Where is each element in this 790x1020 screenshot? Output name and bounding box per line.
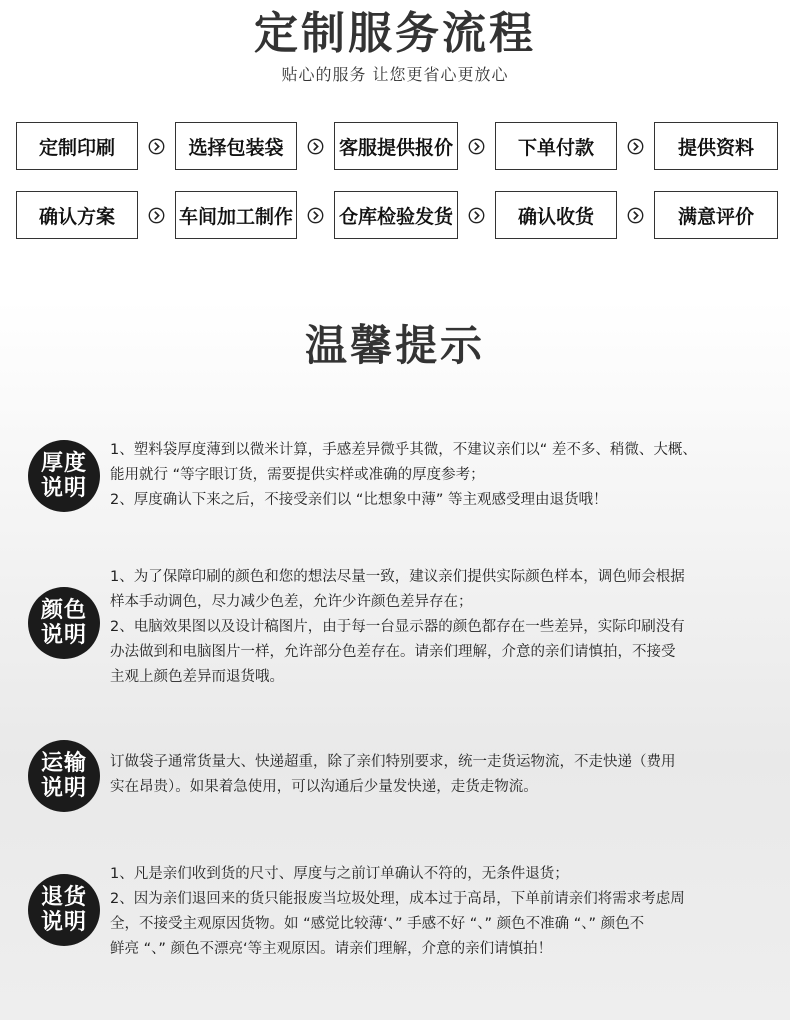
tip-line: 1、凡是亲们收到货的尺寸、厚度与之前订单确认不符的，无条件退货； [110,866,569,882]
tip-line: 能用就行 “等字眼订货，需要提供实样或准确的厚度参考； [110,467,485,483]
circled-arrow-right-icon [458,207,495,224]
step-confirm-plan: 确认方案 [16,191,138,239]
tip-line: 鲜亮 “、” 颜色不漂亮‘等主观原因。请亲们理解，介意的亲们请慎拍！ [110,941,553,957]
tip-line: 办法做到和电脑图片一样，允许部分色差存在。请亲们理解，介意的亲们请慎拍，不接受 [110,644,676,660]
tip-line: 2、厚度确认下来之后，不接受亲们以 “比想象中薄” 等主观感受理由退货哦！ [110,492,608,508]
process-row-2 [16,189,779,241]
badge-line-2: 说明 [40,476,87,501]
badge-shipping [28,740,100,812]
badge-line-1: 颜色 [40,598,87,623]
tip-line: 实在昂贵）。如果着急使用，可以沟通后少量发快递，走货走物流。 [110,779,538,795]
badge-line-1: 退货 [40,885,87,910]
badge-color [28,587,100,659]
step-workshop: 车间加工制作 [175,191,297,239]
step-review: 满意评价 [654,191,778,239]
badge-returns [28,874,100,946]
tip-text [110,438,775,513]
tip-line: 样本手动调色，尽力减少色差，允许少许颜色差异存在； [110,594,473,610]
badge-line-2: 说明 [40,910,87,935]
page-subtitle: 贴心的服务 让您更省心更放心 [281,65,509,84]
tip-line: 主观上颜色差异而退货哦。 [110,669,284,685]
badge-line-1: 运输 [40,751,87,776]
page-title: 定制服务流程 [254,8,536,59]
step-provide-materials: 提供资料 [654,122,778,170]
badge-thickness [28,440,100,512]
tip-line: 2、因为亲们退回来的货只能报废当垃圾处理，成本过于高昂，下单前请亲们将需求考虑周 [110,891,685,907]
tip-line: 2、电脑效果图以及设计稿图片，由于每一台显示器的颜色都存在一些差异，实际印刷没有 [110,619,685,635]
tip-line: 1、塑料袋厚度薄到以微米计算，手感差异微乎其微，不建议亲们以“ 差不多、稍微、大概、 [110,442,697,458]
tip-line: 订做袋子通常货量大、快递超重，除了亲们特别要求，统一走货运物流，不走快递（费用 [110,754,676,770]
tip-text [110,565,775,690]
tip-line: 1、为了保障印刷的颜色和您的想法尽量一致，建议亲们提供实际颜色样本，调色师会根据 [110,569,685,585]
step-choose-bag: 选择包装袋 [175,122,297,170]
step-quote: 客服提供报价 [334,122,458,170]
tips-title: 温馨提示 [304,321,485,370]
circled-arrow-right-icon [297,207,334,224]
tip-line: 全，不接受主观原因货物。如 “感觉比较薄‘、” 手感不好 “、” 颜色不准确 “、” 颜色不 [110,916,645,932]
badge-line-1: 厚度 [40,451,87,476]
step-custom-print: 定制印刷 [16,122,138,170]
step-confirm-receipt: 确认收货 [495,191,617,239]
circled-arrow-right-icon [617,207,654,224]
circled-arrow-right-icon [617,138,654,155]
badge-line-2: 说明 [40,623,87,648]
circled-arrow-right-icon [138,207,175,224]
circled-arrow-right-icon [138,138,175,155]
circled-arrow-right-icon [297,138,334,155]
tip-text [110,750,775,800]
process-row-1 [16,120,779,172]
step-order-pay: 下单付款 [495,122,617,170]
circled-arrow-right-icon [458,138,495,155]
tip-text [110,862,775,962]
badge-line-2: 说明 [40,776,87,801]
step-inspect-ship: 仓库检验发货 [334,191,458,239]
